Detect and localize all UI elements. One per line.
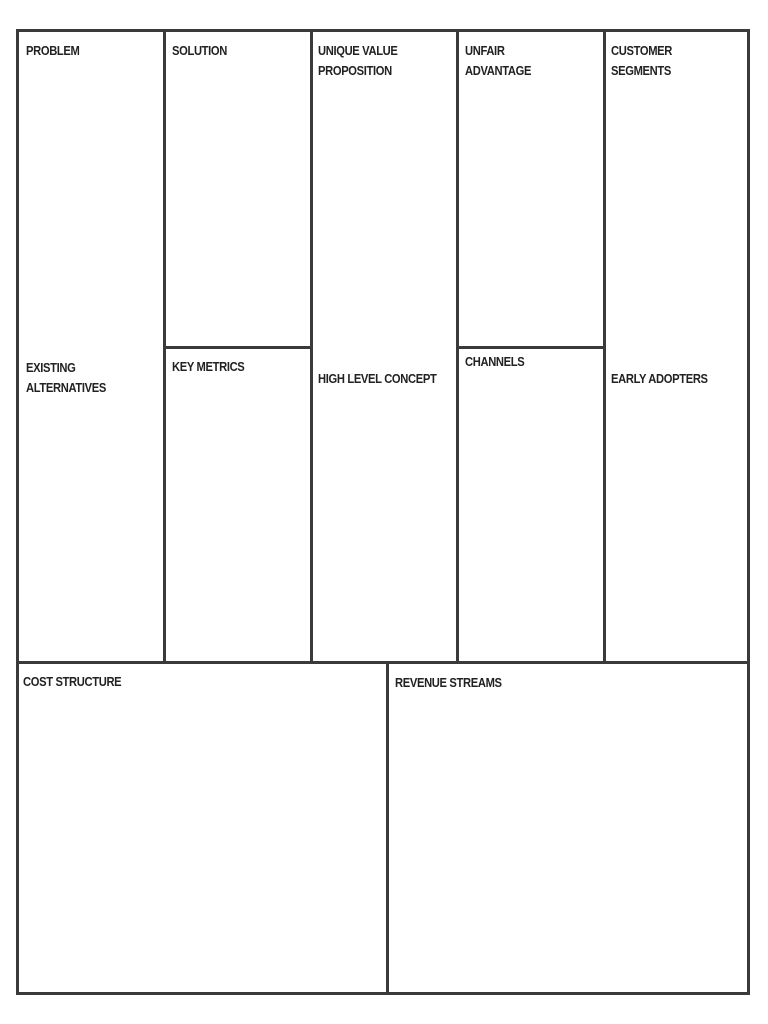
lean-canvas	[16, 29, 750, 995]
channels-label: CHANNELS	[465, 354, 525, 369]
existing-alternatives-label: EXISTING ALTERNATIVES	[26, 360, 106, 395]
customer-segments-label: CUSTOMER SEGMENTS	[611, 43, 673, 78]
unfair-advantage-label: UNFAIR ADVANTAGE	[465, 43, 532, 78]
divider-bottom-section	[19, 661, 747, 664]
early-adopters-label: EARLY ADOPTERS	[611, 371, 708, 386]
solution-label: SOLUTION	[172, 43, 228, 58]
cost-structure-label: COST STRUCTURE	[23, 674, 122, 689]
problem-label: PROBLEM	[26, 43, 80, 58]
high-level-concept-label: HIGH LEVEL CONCEPT	[318, 371, 437, 386]
key-metrics-label: KEY METRICS	[172, 359, 245, 374]
divider-advantage-segments	[603, 32, 606, 663]
divider-cost-revenue	[386, 664, 389, 992]
divider-solution-uvp	[310, 32, 313, 663]
divider-advantage-channels	[459, 346, 603, 349]
divider-solution-metrics	[166, 346, 310, 349]
revenue-streams-label: REVENUE STREAMS	[395, 675, 502, 690]
unique-value-proposition-label: UNIQUE VALUE PROPOSITION	[318, 43, 398, 78]
